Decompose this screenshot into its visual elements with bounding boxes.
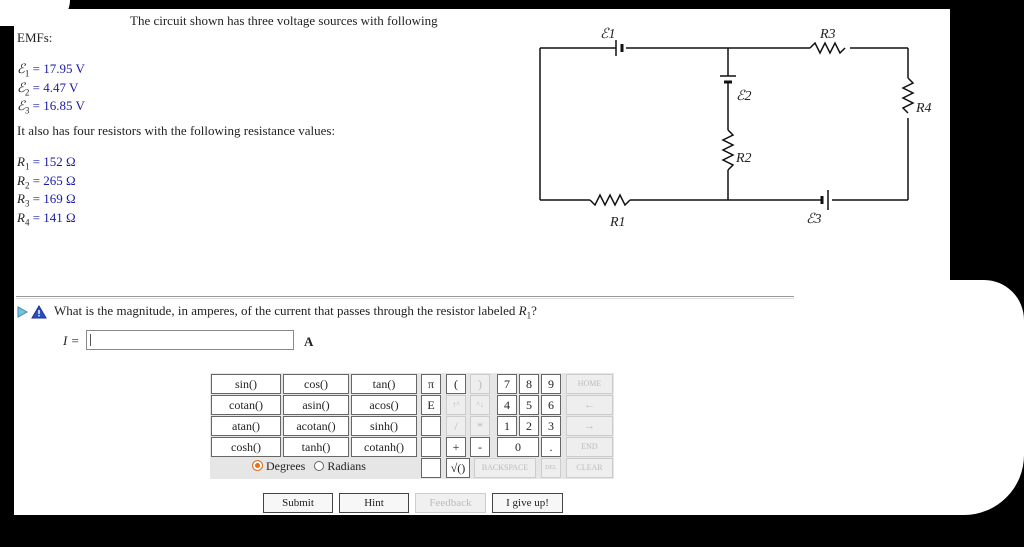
edge-highlight: [940, 280, 1024, 515]
key-7[interactable]: 7: [497, 374, 517, 394]
answer-label: I =: [63, 333, 80, 348]
key-3[interactable]: 3: [541, 416, 561, 436]
key-pi[interactable]: π: [421, 374, 441, 394]
r3-zigzag: [810, 43, 845, 53]
key-end[interactable]: END: [566, 437, 613, 457]
label-e2: ℰ2: [736, 89, 752, 104]
key-8[interactable]: 8: [519, 374, 539, 394]
key-blank-1[interactable]: [421, 416, 441, 436]
emf-item-2: ℰ$_2$ = 4.47 V: [17, 79, 79, 98]
label-r3: R3: [820, 27, 836, 42]
key-0[interactable]: 0: [497, 437, 539, 457]
key-multiply[interactable]: *: [470, 416, 490, 436]
unit-label: A: [304, 334, 314, 349]
key-acotan[interactable]: acotan(): [283, 416, 349, 436]
key-e[interactable]: E: [421, 395, 441, 415]
hint-button[interactable]: Hint: [339, 493, 409, 513]
key-plus[interactable]: +: [446, 437, 466, 457]
key-left-arrow[interactable]: ←: [566, 395, 613, 415]
resistor-item-1: $R_1 = 152$ Ω: [17, 154, 76, 172]
divider: [16, 296, 794, 299]
resistor-item-2: $R_2 = 265$ Ω: [17, 172, 76, 191]
r4-zigzag: [903, 78, 913, 113]
key-blank-3[interactable]: [421, 458, 441, 478]
r2-zigzag: [723, 130, 733, 170]
key-tanh[interactable]: tanh(): [283, 437, 349, 457]
key-acos[interactable]: acos(): [351, 395, 417, 415]
key-power-down[interactable]: ^↓: [470, 395, 490, 415]
label-e3: ℰ3: [806, 212, 822, 227]
give-up-button[interactable]: I give up!: [492, 493, 563, 513]
r1-zigzag: [590, 195, 630, 205]
key-atan[interactable]: atan(): [211, 416, 281, 436]
key-right-arrow[interactable]: →: [566, 416, 613, 436]
submit-button[interactable]: Submit: [263, 493, 333, 513]
key-6[interactable]: 6: [541, 395, 561, 415]
key-decimal[interactable]: .: [541, 437, 561, 457]
key-del[interactable]: DEL: [541, 458, 561, 478]
resistor-intro: It also has four resistors with the following resistance values:: [17, 123, 336, 138]
label-r2: R2: [736, 151, 752, 166]
label-e1: ℰ1: [600, 27, 616, 42]
key-clear[interactable]: CLEAR: [566, 458, 613, 478]
text-cursor: [90, 334, 91, 346]
emfs-label: EMFs:: [17, 30, 53, 45]
key-sin[interactable]: sin(): [211, 374, 281, 394]
resistor-item-4: $R_4 = 141$ Ω: [17, 209, 76, 228]
key-open-paren[interactable]: (: [446, 374, 466, 394]
key-close-paren[interactable]: ): [470, 374, 490, 394]
key-cos[interactable]: cos(): [283, 374, 349, 394]
problem-intro: The circuit shown has three voltage sources with following: [130, 13, 438, 28]
emf-item-3: ℰ$_3$ = 16.85 V: [17, 98, 85, 116]
key-1[interactable]: 1: [497, 416, 517, 436]
key-divide[interactable]: /: [446, 416, 466, 436]
key-backspace[interactable]: BACKSPACE: [474, 458, 536, 478]
key-9[interactable]: 9: [541, 374, 561, 394]
key-cotanh[interactable]: cotanh(): [351, 437, 417, 457]
label-r1: R1: [610, 215, 626, 230]
label-r4: R4: [916, 101, 932, 116]
key-asin[interactable]: asin(): [283, 395, 349, 415]
key-cotan[interactable]: cotan(): [211, 395, 281, 415]
question-status-icons: [17, 305, 51, 319]
key-cosh[interactable]: cosh(): [211, 437, 281, 457]
resistor-item-3: $R_3 = 169$ Ω: [17, 191, 76, 209]
key-minus[interactable]: -: [470, 437, 490, 457]
resistor-list: [17, 155, 76, 229]
key-blank-2[interactable]: [421, 437, 441, 457]
answer-input[interactable]: [86, 330, 294, 350]
play-icon: [18, 307, 27, 317]
key-power-up[interactable]: ↑^: [446, 395, 466, 415]
key-5[interactable]: 5: [519, 395, 539, 415]
angle-mode: Degrees Radians: [252, 459, 366, 474]
feedback-button[interactable]: Feedback: [415, 493, 486, 513]
key-sqrt[interactable]: √(): [446, 458, 470, 478]
key-4[interactable]: 4: [497, 395, 517, 415]
key-tan[interactable]: tan(): [351, 374, 417, 394]
key-2[interactable]: 2: [519, 416, 539, 436]
circuit-diagram: [530, 20, 950, 235]
radio-degrees[interactable]: [252, 460, 263, 471]
emf-item-1: ℰ$_1$ = 17.95 V: [17, 61, 85, 79]
key-home[interactable]: HOME: [566, 374, 613, 394]
emf-list: [17, 62, 85, 118]
key-sinh[interactable]: sinh(): [351, 416, 417, 436]
question-text: What is the magnitude, in amperes, of the current that passes through the resistor labeled $R_1$?: [54, 303, 537, 321]
radio-radians[interactable]: [314, 461, 324, 471]
